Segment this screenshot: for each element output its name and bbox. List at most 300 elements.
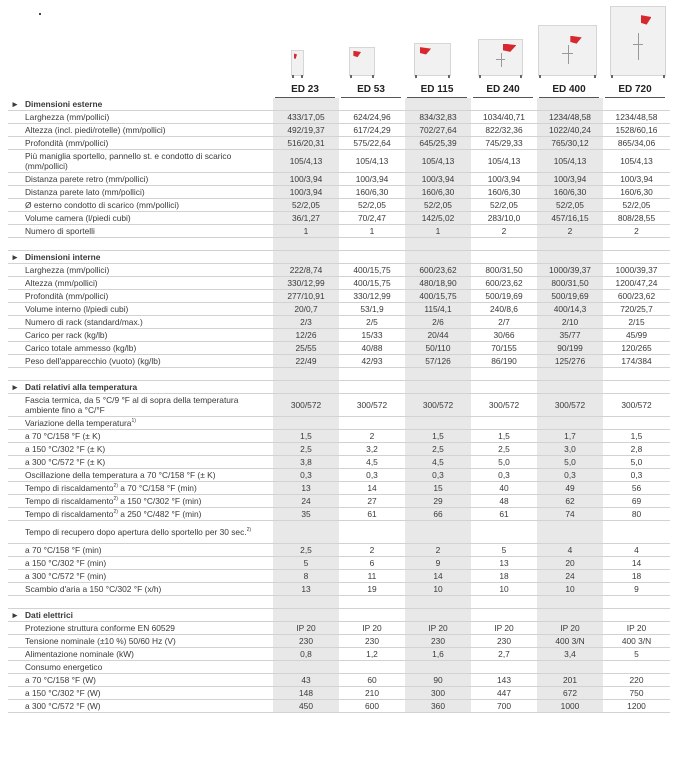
table-row	[8, 456, 670, 469]
cell-value: IP 20	[339, 622, 405, 635]
cell-value: 86/190	[471, 355, 537, 368]
row-label: a 150 °C/302 °F (min)	[22, 557, 273, 570]
cell-value: 66	[405, 508, 471, 521]
cell-value: 1,5	[471, 430, 537, 443]
cell-value: 14	[339, 482, 405, 495]
section-arrow-icon: ►	[8, 98, 22, 111]
cell-value: 24	[537, 570, 603, 583]
cell-value: 300	[405, 687, 471, 700]
cell-value: 143	[471, 674, 537, 687]
cell-value: 174/384	[603, 355, 670, 368]
cell-value: IP 20	[405, 622, 471, 635]
oven-image-ed240	[478, 39, 523, 76]
model-header-ed-53: ED 53	[357, 84, 385, 95]
stray-dot	[39, 13, 41, 15]
cell-value: 400/15,75	[405, 290, 471, 303]
product-images-header	[0, 0, 674, 98]
row-label: Tempo di riscaldamento$^{2)}$ a 150 °C/302 °F (min)	[22, 495, 273, 508]
row-label: Tempo di recupero dopo apertura dello sportello per 30 sec.$^{2)}$	[22, 521, 273, 544]
cell-value: 2/5	[339, 316, 405, 329]
cell-value: 52/2,05	[471, 199, 537, 212]
cell-value: 1,7	[537, 430, 603, 443]
cell-value: 492/19,37	[273, 124, 339, 137]
cell-value: 300/572	[603, 394, 670, 417]
cell-value: 645/25,39	[405, 137, 471, 150]
cell-value: 9	[603, 583, 670, 596]
section-gap	[8, 238, 670, 251]
cell-value: 24	[273, 495, 339, 508]
row-label: Tempo di riscaldamento$^{2)}$ a 250 °C/482 °F (min)	[22, 508, 273, 521]
cell-value: 720/25,7	[603, 303, 670, 316]
cell-value: 400/15,75	[339, 264, 405, 277]
cell-value: 0,3	[537, 469, 603, 482]
cell-value: 14	[405, 570, 471, 583]
cell-value	[603, 661, 670, 674]
cell-value: 1	[405, 225, 471, 238]
cell-value: 100/3,94	[339, 173, 405, 186]
row-label: Ø esterno condotto di scarico (mm/pollici)	[22, 199, 273, 212]
table-row	[8, 495, 670, 508]
cell-value: 105/4,13	[471, 150, 537, 173]
cell-value: 1034/40,71	[471, 111, 537, 124]
cell-value: 283/10,0	[471, 212, 537, 225]
cell-value: 105/4,13	[405, 150, 471, 173]
cell-value: 61	[339, 508, 405, 521]
table-row	[8, 417, 670, 430]
cell-value: 5,0	[537, 456, 603, 469]
cell-value: 277/10,91	[273, 290, 339, 303]
table-row	[8, 443, 670, 456]
cell-value: 8	[273, 570, 339, 583]
table-row	[8, 137, 670, 150]
table-row	[8, 583, 670, 596]
table-row	[8, 316, 670, 329]
row-label: Distanza parete retro (mm/pollici)	[22, 173, 273, 186]
cell-value: 222/8,74	[273, 264, 339, 277]
cell-value: 360	[405, 700, 471, 713]
cell-value: 29	[405, 495, 471, 508]
cell-value: 100/3,94	[603, 173, 670, 186]
cell-value: 160/6,30	[471, 186, 537, 199]
cell-value: 105/4,13	[603, 150, 670, 173]
cell-value: 2,8	[603, 443, 670, 456]
row-label: Variazione della temperatura$^{1)}$	[22, 417, 273, 430]
cell-value	[537, 417, 603, 430]
cell-value: 19	[339, 583, 405, 596]
row-label: Scambio d'aria a 150 °C/302 °F (x/h)	[22, 583, 273, 596]
cell-value: 52/2,05	[405, 199, 471, 212]
row-label: Fascia termica, da 5 °C/9 °F al di sopra della temperatura ambiente fino a °C/°F	[22, 394, 273, 417]
cell-value: 90/199	[537, 342, 603, 355]
section-gap	[8, 368, 670, 381]
cell-value: IP 20	[471, 622, 537, 635]
cell-value: 120/265	[603, 342, 670, 355]
cell-value: 5,0	[471, 456, 537, 469]
cell-value: 447	[471, 687, 537, 700]
cell-value: 3,0	[537, 443, 603, 456]
cell-value: 600/23,62	[603, 290, 670, 303]
cell-value: 125/276	[537, 355, 603, 368]
cell-value: 6	[339, 557, 405, 570]
model-header-ed-720: ED 720	[618, 84, 652, 95]
cell-value: 745/29,33	[471, 137, 537, 150]
row-label: Larghezza (mm/pollici)	[22, 264, 273, 277]
cell-value: 160/6,30	[537, 186, 603, 199]
table-row	[8, 290, 670, 303]
oven-image-ed23	[291, 50, 304, 76]
table-row	[8, 150, 670, 173]
cell-value: 1528/60,16	[603, 124, 670, 137]
cell-value: 1000	[537, 700, 603, 713]
cell-value	[273, 521, 339, 544]
cell-value: 330/12,99	[273, 277, 339, 290]
cell-value: 3,8	[273, 456, 339, 469]
cell-value: 48	[471, 495, 537, 508]
cell-value: 13	[273, 583, 339, 596]
cell-value: 1234/48,58	[603, 111, 670, 124]
cell-value: 800/31,50	[537, 277, 603, 290]
cell-value: 1,2	[339, 648, 405, 661]
cell-value: 80	[603, 508, 670, 521]
cell-value: 160/6,30	[405, 186, 471, 199]
cell-value: 13	[273, 482, 339, 495]
cell-value	[405, 521, 471, 544]
table-row	[8, 521, 670, 544]
cell-value: 600/23,62	[405, 264, 471, 277]
table-row	[8, 394, 670, 417]
row-label: Protezione struttura conforme EN 60529	[22, 622, 273, 635]
cell-value: 1	[339, 225, 405, 238]
cell-value: 1000/39,37	[603, 264, 670, 277]
cell-value: 52/2,05	[339, 199, 405, 212]
cell-value: 18	[603, 570, 670, 583]
cell-value: 2/15	[603, 316, 670, 329]
table-row	[8, 124, 670, 137]
table-row	[8, 482, 670, 495]
table-row	[8, 661, 670, 674]
cell-value: 43	[273, 674, 339, 687]
row-label: Larghezza (mm/pollici)	[22, 111, 273, 124]
cell-value	[471, 661, 537, 674]
cell-value: 1234/48,58	[537, 111, 603, 124]
row-label: Distanza parete lato (mm/pollici)	[22, 186, 273, 199]
cell-value	[405, 417, 471, 430]
cell-value: 148	[273, 687, 339, 700]
row-label: Numero di rack (standard/max.)	[22, 316, 273, 329]
cell-value: 400/14,3	[537, 303, 603, 316]
table-row	[8, 199, 670, 212]
cell-value: 35/77	[537, 329, 603, 342]
cell-value: 10	[537, 583, 603, 596]
row-label: Tempo di riscaldamento$^{2)}$ a 70 °C/158 °F (min)	[22, 482, 273, 495]
cell-value: 4	[537, 544, 603, 557]
cell-value: 13	[471, 557, 537, 570]
cell-value: 230	[273, 635, 339, 648]
section-title: Dati relativi alla temperatura	[22, 381, 273, 394]
cell-value: 750	[603, 687, 670, 700]
table-row	[8, 225, 670, 238]
row-label: Altezza (mm/pollici)	[22, 277, 273, 290]
cell-value: 2/7	[471, 316, 537, 329]
cell-value: 53/1,9	[339, 303, 405, 316]
cell-value: 5,0	[603, 456, 670, 469]
table-row	[8, 329, 670, 342]
cell-value: 1,5	[273, 430, 339, 443]
cell-value: 5	[273, 557, 339, 570]
cell-value: 600/23,62	[471, 277, 537, 290]
model-header-ed-400: ED 400	[552, 84, 586, 95]
model-header-ed-240: ED 240	[486, 84, 520, 95]
section-arrow-icon: ►	[8, 609, 22, 622]
cell-value: 702/27,64	[405, 124, 471, 137]
cell-value: 2/3	[273, 316, 339, 329]
table-row	[8, 277, 670, 290]
cell-value: 1200	[603, 700, 670, 713]
cell-value: IP 20	[273, 622, 339, 635]
table-row	[8, 264, 670, 277]
cell-value: 49	[537, 482, 603, 495]
cell-value: 57/126	[405, 355, 471, 368]
cell-value: 1000/39,37	[537, 264, 603, 277]
cell-value: 672	[537, 687, 603, 700]
cell-value: 40	[471, 482, 537, 495]
row-label: a 150 °C/302 °F (W)	[22, 687, 273, 700]
cell-value: 800/31,50	[471, 264, 537, 277]
cell-value: 1200/47,24	[603, 277, 670, 290]
cell-value	[471, 521, 537, 544]
table-row	[8, 570, 670, 583]
row-label: Più maniglia sportello, pannello st. e condotto di scarico (mm/pollici)	[22, 150, 273, 173]
cell-value: 201	[537, 674, 603, 687]
cell-value: 834/32,83	[405, 111, 471, 124]
table-row	[8, 111, 670, 124]
cell-value: 52/2,05	[537, 199, 603, 212]
cell-value: 822/32,36	[471, 124, 537, 137]
cell-value: 52/2,05	[603, 199, 670, 212]
cell-value: 450	[273, 700, 339, 713]
table-row	[8, 430, 670, 443]
cell-value: 0,3	[405, 469, 471, 482]
cell-value	[339, 521, 405, 544]
table-row	[8, 173, 670, 186]
cell-value: 1,6	[405, 648, 471, 661]
row-label: Volume camera (l/piedi cubi)	[22, 212, 273, 225]
row-label: Peso dell'apparecchio (vuoto) (kg/lb)	[22, 355, 273, 368]
cell-value: 22/49	[273, 355, 339, 368]
row-label: a 70 °C/158 °F (± K)	[22, 430, 273, 443]
cell-value: 516/20,31	[273, 137, 339, 150]
cell-value: 400 3/N	[603, 635, 670, 648]
row-label: Oscillazione della temperatura a 70 °C/158 °F (± K)	[22, 469, 273, 482]
table-row	[8, 186, 670, 199]
row-label: Profondità (mm/pollici)	[22, 137, 273, 150]
cell-value: 115/4,1	[405, 303, 471, 316]
cell-value: 5	[603, 648, 670, 661]
cell-value: 20	[537, 557, 603, 570]
table-row	[8, 635, 670, 648]
table-row	[8, 674, 670, 687]
table-row	[8, 557, 670, 570]
cell-value: 300/572	[339, 394, 405, 417]
cell-value: 220	[603, 674, 670, 687]
spec-table	[8, 98, 670, 713]
cell-value: 30/66	[471, 329, 537, 342]
cell-value	[471, 417, 537, 430]
section-arrow-icon: ►	[8, 251, 22, 264]
row-label: Carico totale ammesso (kg/lb)	[22, 342, 273, 355]
cell-value: 480/18,90	[405, 277, 471, 290]
cell-value: 50/110	[405, 342, 471, 355]
oven-image-ed53	[349, 47, 375, 76]
cell-value: 25/55	[273, 342, 339, 355]
table-row	[8, 355, 670, 368]
cell-value: 160/6,30	[339, 186, 405, 199]
cell-value: 0,3	[471, 469, 537, 482]
cell-value: 9	[405, 557, 471, 570]
cell-value: 230	[339, 635, 405, 648]
cell-value: 808/28,55	[603, 212, 670, 225]
table-row	[8, 648, 670, 661]
cell-value: 230	[405, 635, 471, 648]
cell-value	[405, 661, 471, 674]
cell-value: 0,3	[339, 469, 405, 482]
cell-value: 5	[471, 544, 537, 557]
row-label: a 300 °C/572 °F (W)	[22, 700, 273, 713]
oven-image-ed400	[538, 25, 597, 76]
cell-value: 1,5	[405, 430, 471, 443]
cell-value: 2	[471, 225, 537, 238]
cell-value: 300/572	[537, 394, 603, 417]
spec-table-body	[8, 98, 670, 713]
cell-value: 2/10	[537, 316, 603, 329]
cell-value: 100/3,94	[471, 173, 537, 186]
row-label: Numero di sportelli	[22, 225, 273, 238]
cell-value: 15	[405, 482, 471, 495]
cell-value: 3,2	[339, 443, 405, 456]
cell-value: 457/16,15	[537, 212, 603, 225]
row-label: Profondità (mm/pollici)	[22, 290, 273, 303]
cell-value: 100/3,94	[537, 173, 603, 186]
cell-value: 2/6	[405, 316, 471, 329]
cell-value: IP 20	[603, 622, 670, 635]
cell-value: 42/93	[339, 355, 405, 368]
cell-value: 624/24,96	[339, 111, 405, 124]
cell-value	[603, 417, 670, 430]
cell-value: 10	[471, 583, 537, 596]
cell-value: 230	[471, 635, 537, 648]
cell-value: 14	[603, 557, 670, 570]
cell-value: 100/3,94	[273, 186, 339, 199]
cell-value: 2,7	[471, 648, 537, 661]
cell-value: 3,4	[537, 648, 603, 661]
section-header	[8, 98, 670, 111]
cell-value: 2	[339, 430, 405, 443]
cell-value: 70/155	[471, 342, 537, 355]
cell-value: 330/12,99	[339, 290, 405, 303]
oven-image-ed115	[414, 43, 451, 76]
cell-value: 210	[339, 687, 405, 700]
table-row	[8, 303, 670, 316]
cell-value: 2	[405, 544, 471, 557]
cell-value: 100/3,94	[273, 173, 339, 186]
cell-value: 765/30,12	[537, 137, 603, 150]
cell-value: 2,5	[273, 443, 339, 456]
model-header-ed-23: ED 23	[291, 84, 319, 95]
cell-value: 500/19,69	[471, 290, 537, 303]
table-row	[8, 544, 670, 557]
section-header	[8, 251, 670, 264]
row-label: a 150 °C/302 °F (± K)	[22, 443, 273, 456]
cell-value: 45/99	[603, 329, 670, 342]
cell-value: 2	[603, 225, 670, 238]
cell-value: 11	[339, 570, 405, 583]
cell-value: 865/34,06	[603, 137, 670, 150]
cell-value: 35	[273, 508, 339, 521]
cell-value: 0,3	[273, 469, 339, 482]
cell-value: 40/88	[339, 342, 405, 355]
row-label: a 300 °C/572 °F (min)	[22, 570, 273, 583]
cell-value: 62	[537, 495, 603, 508]
cell-value: 4,5	[339, 456, 405, 469]
section-gap	[8, 596, 670, 609]
section-title: Dimensioni esterne	[22, 98, 273, 111]
cell-value: 105/4,13	[339, 150, 405, 173]
cell-value	[339, 417, 405, 430]
cell-value: 300/572	[405, 394, 471, 417]
cell-value: 69	[603, 495, 670, 508]
table-row	[8, 687, 670, 700]
cell-value: 160/6,30	[603, 186, 670, 199]
section-header	[8, 381, 670, 394]
cell-value: 2	[339, 544, 405, 557]
cell-value: 18	[471, 570, 537, 583]
cell-value: 400/15,75	[339, 277, 405, 290]
cell-value: 12/26	[273, 329, 339, 342]
row-label: a 70 °C/158 °F (min)	[22, 544, 273, 557]
cell-value: 20/44	[405, 329, 471, 342]
table-row	[8, 342, 670, 355]
cell-value	[603, 521, 670, 544]
model-header-ed-115: ED 115	[420, 84, 454, 95]
cell-value	[273, 417, 339, 430]
cell-value: 36/1,27	[273, 212, 339, 225]
cell-value: 10	[405, 583, 471, 596]
section-arrow-icon: ►	[8, 381, 22, 394]
table-row	[8, 700, 670, 713]
row-label: Tensione nominale (±10 %) 50/60 Hz (V)	[22, 635, 273, 648]
row-label: a 300 °C/572 °F (± K)	[22, 456, 273, 469]
cell-value: 700	[471, 700, 537, 713]
cell-value	[273, 661, 339, 674]
row-label: Altezza (incl. piedi/rotelle) (mm/pollici)	[22, 124, 273, 137]
row-label: Volume interno (l/piedi cubi)	[22, 303, 273, 316]
cell-value: 1,5	[603, 430, 670, 443]
cell-value: 52/2,05	[273, 199, 339, 212]
oven-image-ed720	[610, 6, 666, 76]
table-row	[8, 622, 670, 635]
cell-value: 400 3/N	[537, 635, 603, 648]
cell-value: 15/33	[339, 329, 405, 342]
cell-value: 20/0,7	[273, 303, 339, 316]
section-title: Dati elettrici	[22, 609, 273, 622]
cell-value: 90	[405, 674, 471, 687]
cell-value	[537, 661, 603, 674]
cell-value: 575/22,64	[339, 137, 405, 150]
cell-value: 4	[603, 544, 670, 557]
cell-value: 2,5	[471, 443, 537, 456]
row-label: a 70 °C/158 °F (W)	[22, 674, 273, 687]
cell-value: 61	[471, 508, 537, 521]
